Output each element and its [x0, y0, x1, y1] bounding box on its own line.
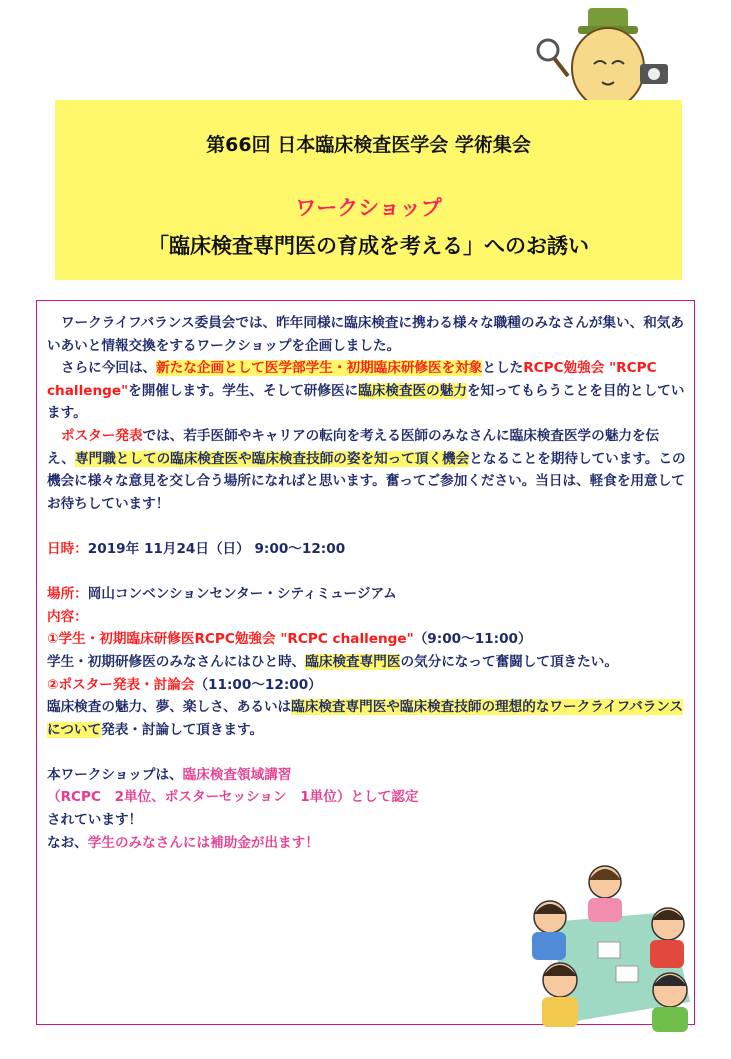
- content-item-2-desc: [47, 696, 687, 741]
- item1-time: （9:00～11:00）: [413, 631, 532, 648]
- highlight-appeal: 臨床検査医の魅力: [358, 382, 467, 399]
- discussion-group-icon: [520, 862, 695, 1032]
- text: の気分になって奮闘して頂きたい。: [400, 653, 618, 670]
- place-value: 岡山コンベンションセンター・シティミュージアム: [87, 586, 397, 603]
- text: を開催します。学生、そして研修医に: [128, 382, 359, 399]
- credit-line-4: [47, 832, 687, 855]
- highlight-new-plan: 新たな企画として: [156, 360, 265, 377]
- text: 発表・討論して頂きます。: [101, 721, 264, 738]
- date-line: [47, 538, 687, 561]
- highlight-target: 医学部学生・初期臨床研修医を対象: [264, 360, 483, 377]
- text: では、若手医師やキャリアの転向を考える医師のみなさんに臨床検査医学の魅力を伝え、: [47, 427, 660, 467]
- highlight-worklife: 臨床検査専門医や臨床検査技師の理想的なワークライフバランスについて: [47, 699, 684, 738]
- text: なお、: [47, 834, 88, 851]
- item1-title: 学生・初期臨床研修医RCPC勉強会 "RCPC challenge": [58, 631, 414, 648]
- text: 学生・初期研修医のみなさんにはひと時、: [47, 653, 306, 670]
- text: 本ワークショップは、: [47, 766, 183, 783]
- item-number: ②: [47, 676, 59, 693]
- body-text: [47, 312, 687, 854]
- item2-time: （11:00～12:00）: [194, 676, 322, 693]
- place-label: 場所：: [47, 586, 88, 603]
- text: を知ってもらうことを目的としています。: [47, 382, 685, 422]
- detective-mascot-icon: [528, 6, 678, 114]
- date-value: 2019年 11月24日（日） 9:00～12:00: [87, 540, 346, 557]
- date-label: 日時：: [47, 540, 88, 557]
- item2-title: ポスター発表・討論会: [58, 676, 195, 693]
- text: 臨床検査の魅力、夢、楽しさ、あるいは: [47, 699, 292, 716]
- content-item-1-desc: [47, 651, 687, 674]
- intro-paragraph-1: ワークライフバランス委員会では、昨年同様に臨床検査に携わる様々な職種のみなさんが集い、和気あいあいと情報交換をするワークショップを企画しました。: [47, 315, 684, 354]
- place-line: [47, 583, 687, 606]
- content-item-2: [47, 674, 687, 697]
- workshop-label: ワークショップ: [295, 196, 442, 220]
- highlight-opportunity: 専門職としての臨床検査医や臨床検査技師の姿を知って頂く機会: [75, 450, 470, 467]
- highlight-specialist: 臨床検査専門医: [305, 653, 401, 670]
- conference-title: 第66回 日本臨床検査医学会 学術集会: [206, 134, 531, 156]
- intro-paragraph-3: [47, 425, 687, 515]
- intro-paragraph-2: [47, 357, 687, 425]
- workshop-invitation: 「臨床検査専門医の育成を考える」へのお誘い: [148, 234, 589, 258]
- poster-label: ポスター発表: [61, 427, 143, 444]
- credit-line-3: されています！: [47, 812, 143, 829]
- content-item-1: [47, 628, 687, 651]
- subsidy-note: 学生のみなさんには補助金が出ます！: [87, 834, 319, 851]
- rcpc-name: RCPC勉強会 "RCPC challenge": [47, 360, 657, 399]
- text: さらに今回は、: [61, 360, 157, 377]
- content-label: 内容：: [47, 608, 88, 625]
- item-number: ①: [47, 631, 59, 648]
- credit-line-1: [47, 764, 687, 787]
- text: とした: [482, 360, 524, 377]
- credit-line-2: （RCPC 2単位、ポスターセッション 1単位）として認定: [47, 789, 419, 806]
- header-banner: [55, 100, 682, 280]
- text: となることを期待しています。この機会に様々な意見を交し合う場所になればと思います。奮ってご参加ください。当日は、軽食を用意してお待ちしています！: [47, 450, 686, 512]
- credit-course: 臨床検査領域講習: [182, 766, 292, 783]
